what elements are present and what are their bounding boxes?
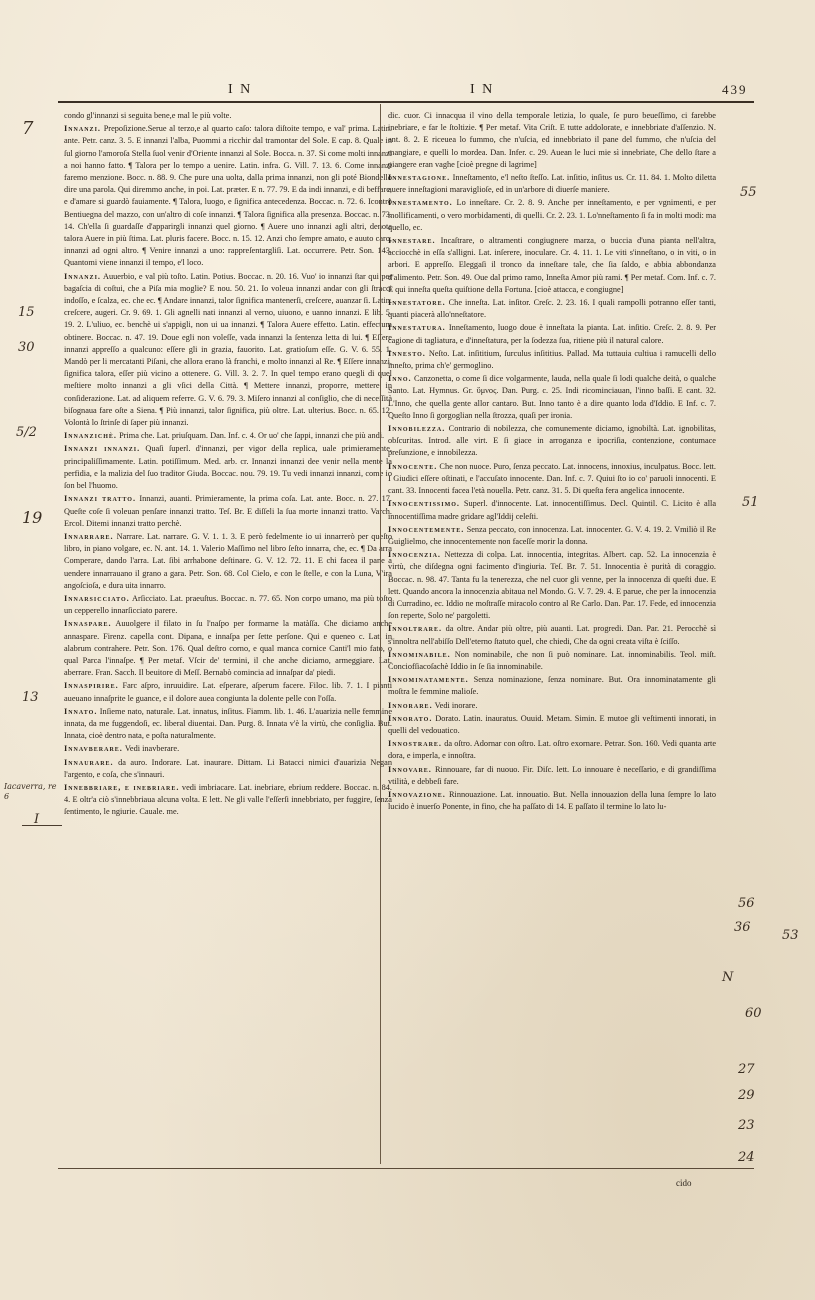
entry-headword: Innocente. bbox=[388, 461, 438, 471]
margin-note-left: 15 bbox=[18, 305, 35, 320]
entry-headword: Innaspirire. bbox=[64, 681, 119, 691]
margin-note-left: I bbox=[34, 812, 40, 827]
right-column bbox=[388, 110, 716, 1160]
margin-note-right: 56 bbox=[738, 896, 755, 911]
entry-text: condo gl'innanzi si seguita bene,e mal le più volte. bbox=[64, 111, 232, 120]
dictionary-entry bbox=[64, 123, 392, 269]
entry-headword: Innestatore. bbox=[388, 298, 446, 308]
dictionary-entry bbox=[64, 618, 392, 679]
margin-note-left: 30 bbox=[18, 340, 35, 355]
entry-text: da auro. Indorare. Lat. inaurare. Dittam. Li Batacci nimici d'auarizia Negan l'argento, e coſa, che s'innauri. bbox=[64, 757, 392, 779]
entry-text: vedi imbriacare. Lat. inebriare, ebrium reddere. Boccac. n. 84. 4. E oltr'a ciò s'innebbriaua alcuna volta. E lett. Ne gli valle l'eſſerſi innebbriato, per fuggire, ſenza ſentimento, le ngiurie. Cauale. me. bbox=[64, 782, 392, 817]
entry-headword: Innanzi innanzi. bbox=[64, 444, 141, 454]
margin-note-right: 55 bbox=[740, 185, 757, 200]
entry-headword: Innovare. bbox=[388, 764, 432, 774]
dictionary-entry bbox=[64, 271, 392, 430]
entry-text: Inſieme nato, naturale. Lat. innatus, inſitus. Fiamm. lib. 1. 46. L'auarizia nelle femmine innata, da me fuggendoſi, ec. liberal diuentai. Dan. Purg. 8. Innata v'è la virtù, che conſiglia. But. Innata, cioè dentro nata, e poſta naturalmente. bbox=[64, 706, 392, 741]
entry-text: Innanzi, auanti. Primieramente, la prima coſa. Lat. ante. Bocc. n. 27. 17. Queſte coſe ſi voleuan penſare innanzi tratto. Teſ. Br. E diſſeli la ſua morte innanzi tratto. Varch. Ercol. Ditemi innanzi tratto perchè. bbox=[64, 494, 392, 528]
dictionary-entry bbox=[388, 110, 716, 171]
entry-text: Rinnouare, far di nuouo. Fir. Diſc. lett. Lo innouare è neceſſario, e di grandiſſima vtilità, e debbeſi fare. bbox=[388, 764, 716, 786]
dictionary-entry bbox=[388, 373, 716, 422]
entry-text: Neſto. Lat. inſititium, ſurculus inſititius. Pallad. Ma tuttauia cultiua i ramucelli dello inneſto, prima ch'e' germoglino. bbox=[388, 348, 716, 371]
margin-note-right: 36 bbox=[734, 920, 751, 935]
margin-note-right: N bbox=[722, 970, 734, 985]
dictionary-entry bbox=[64, 443, 392, 492]
entry-text: Senza nominazione, ſenza nominare. But. Ora innominatamente gli moſtra le femmine malioſe. bbox=[388, 675, 716, 697]
entry-text: Farc aſpro, inruuidire. Lat. eſperare, aſperum facere. Filoc. lib. 7. 1. I pianti aueuano innaſprite le guance, e il dolore auea congiunta la dolente pelle con l'oſſa. bbox=[64, 681, 392, 703]
entry-text: Rinnouazione. Lat. innouatio. But. Nella innouazion della luna ſempre lo lato lucido è inuerſo Ponente, in fino, che ha paſſato di 14. E paſſato il termine lo lato lu- bbox=[388, 789, 716, 812]
entry-headword: Innestare. bbox=[388, 236, 436, 246]
dictionary-entry bbox=[388, 498, 716, 522]
column-divider bbox=[380, 104, 381, 1164]
dictionary-entry bbox=[388, 348, 716, 372]
dictionary-entry bbox=[388, 700, 716, 712]
dictionary-entry bbox=[64, 757, 392, 781]
entry-headword: Innanzichè. bbox=[64, 431, 117, 441]
dictionary-entry bbox=[388, 172, 716, 196]
dictionary-entry bbox=[388, 789, 716, 813]
entry-text: Prima che. Lat. priuſquam. Dan. Inf. c. 4. Or uo' che ſappi, innanzi che più andi. bbox=[119, 431, 385, 441]
entry-text: Arſicciato. Lat. praeuſtus. Boccac. n. 77. 65. Non corpo umano, ma più toſto un cepperello innarſicciato parere. bbox=[64, 593, 392, 616]
entry-headword: Innominatamente. bbox=[388, 675, 469, 685]
entry-headword: Innorare. bbox=[388, 700, 433, 710]
dictionary-entry bbox=[64, 706, 392, 743]
entry-text: Narrare. Lat. narrare. G. V. 1. 1. 3. E però fedelmente io ui innarrerò per queſto libro, in piano volgare, ec. N. ant. 14. 1. Valerio Maſſimo nel libro ſeſto innarra, che, ec. ¶ Da arra Comperare, dando l'arra. Lat. ſibi arrhabone deſtinare. G. V. 12. 72. 11. E chi facea il pane a uendere innarrauano il grano a gara. Petr. Son. 68. Col Cielo, e con le ſtelle, e con la Luna, V'ira angoſcioſa, e dura uita innarro. bbox=[64, 531, 392, 590]
entry-headword: Innestamento. bbox=[388, 198, 453, 208]
margin-note-right: 24 bbox=[738, 1150, 755, 1165]
catchword: cido bbox=[676, 1178, 692, 1188]
running-head-left: I N bbox=[228, 82, 253, 97]
entry-text: Inneſtamento, luogo doue è inneſtata la pianta. Lat. inſitio. Creſc. 2. 8. 9. Per cagione di tagliatura, e d'inneſtatura, per la ſodezza ſua, ritiene più il natural calore. bbox=[388, 323, 716, 345]
entry-text: Inneſtamento, e'l neſto ſteſſo. Lat. inſitio, inſitus us. Cr. 11. 84. 1. Molto diletta auere inneſtagioni maraviglioſe, ed in un'arbore di diuerſe maniere. bbox=[388, 173, 716, 195]
entry-headword: Innato. bbox=[64, 706, 98, 716]
entry-text: dic. cuor. Ci innacqua il vino della temporale letizia, lo quale, ſe puro beueſſimo, ci farebbe inebriare, e far le ſtoltizie. ¶ Per metaf. Vita Criſt. E tutte addolorate, e innebbriate d'aſſenzio. N. ant. 8. 2. E riceuea lo fummo, che n'uſcia, ed innebbriato il pane del fummo, che n'uſcia del mangiare, e quelli lo mordea. Dan. Infer. c. 29. Auean le luci mie sì innebriate, Che dello ſtare a piangere eran vaghe [cioè pregne di lagrime] bbox=[388, 111, 716, 169]
dictionary-entry bbox=[388, 713, 716, 737]
entry-text: Superl. d'innocente. Lat. innocentiſſimus. Decl. Quintil. C. Licito è alla innocentiſſima madre gridare agl'Iddij celeſti. bbox=[388, 499, 716, 521]
entry-headword: Innocenzia. bbox=[388, 550, 441, 560]
entry-headword: Innocentemente. bbox=[388, 524, 465, 534]
margin-note-right: 53 bbox=[782, 928, 799, 943]
dictionary-entry bbox=[64, 430, 392, 442]
entry-headword: Innanzi tratto. bbox=[64, 494, 137, 504]
dictionary-entry bbox=[64, 782, 392, 819]
entry-headword: Innovazione. bbox=[388, 789, 446, 799]
dictionary-entry bbox=[388, 322, 716, 346]
entry-headword: Innocentissimo. bbox=[388, 499, 460, 509]
entry-headword: Innostrare. bbox=[388, 739, 442, 749]
entry-text: Auuolgere il filato in ſu l'naſpo per formarne la matàſſa. Che diciamo anche annaspare. Firenz. capella cont. Dipana, e innaſpa per ſette perſone. Qui e queneo c. Lat. in alabrum contrahere. Petr. Son. 176. Qual deſtro corno, e qual manca cornice Canti'l mio fato, o qual Parca l'innaſpe. ¶ Per metaf. Vſcir de' termini, il che anche diciamo, armeggiare. Lat. aberrare. Fran. Sacch. Il beuitore di Meſſ. Bernabò comincia ad innaſpar da' piedi. bbox=[64, 619, 392, 678]
margin-stroke bbox=[22, 825, 62, 826]
footer-rule bbox=[58, 1168, 754, 1169]
dictionary-entry bbox=[64, 680, 392, 704]
entry-headword: Innarsicciato. bbox=[64, 593, 130, 603]
entry-text: Dorato. Latin. inauratus. Ouuid. Metam. Simin. E mutoe gli veſtimenti innorati, in quelli del vedouatico. bbox=[388, 713, 716, 735]
dictionary-entry bbox=[388, 197, 716, 234]
margin-note-right: 29 bbox=[738, 1088, 755, 1103]
entry-headword: Innesto. bbox=[388, 348, 426, 358]
entry-headword: Innaspare. bbox=[64, 619, 112, 629]
dictionary-entry bbox=[388, 649, 716, 673]
dictionary-entry bbox=[388, 764, 716, 788]
page-number: 439 bbox=[722, 82, 748, 97]
entry-text: Non nominabile, che non ſi può nominare. Lat. innominabilis. Teol. miſt. Conciofſiacoſachè Iddio in ſe ſia innominabile. bbox=[388, 649, 716, 671]
margin-note-right: 51 bbox=[742, 495, 759, 510]
entry-headword: Innarrare. bbox=[64, 531, 114, 541]
dictionary-entry bbox=[64, 593, 392, 617]
margin-note-left: Iacaverra, re 6 bbox=[4, 782, 57, 801]
entry-text: Lo inneſtare. Cr. 2. 8. 9. Anche per inneſtamento, e per vgnimenti, e per mollificamenti, o vero morbidamenti, di quelli. Cr. 2. 23. 1. Lo'nneſtamento ſi fa in molti modi: ma quello, ec. bbox=[388, 198, 716, 232]
entry-text: Senza peccato, con innocenza. Lat. innocenter. G. V. 4. 19. 2. Vmiliò il Re Guiglielmo, che innocentemente non faceſſe morir la donna. bbox=[388, 524, 716, 546]
left-column bbox=[64, 110, 392, 1160]
header-rule bbox=[58, 101, 754, 103]
margin-note-left: 19 bbox=[22, 508, 43, 527]
entry-text: Vedi inavberare. bbox=[124, 744, 180, 754]
dictionary-entry bbox=[388, 623, 716, 647]
margin-note-left: 7 bbox=[22, 118, 34, 139]
entry-headword: Innanzi. bbox=[64, 124, 101, 134]
entry-headword: Innebbriare, e inebriare. bbox=[64, 782, 180, 792]
margin-note-right: 60 bbox=[745, 1006, 762, 1021]
entry-text: Vedi inorare. bbox=[434, 700, 478, 710]
dictionary-entry bbox=[388, 524, 716, 548]
entry-text: da oſtro. Adornar con oſtro. Lat. oſtro exornare. Petrar. Son. 160. Vedi quanta arte dora, e imperla, e innoſtra. bbox=[388, 739, 716, 761]
dictionary-entry bbox=[388, 461, 716, 498]
dictionary-entry bbox=[64, 110, 392, 122]
entry-text: Canzonetta, o come ſi dice volgarmente, lauda, nella quale ſi lodi qualche deità, o qualche Santo. Lat. Hymnus. Gr. ὕμνος. Dan. Purg. c. 25. Indi ricominciauan, l'inno baſſi. E cant. 32. L'Inno, che quella gente allor cantaro. But. Inno tanto è a dire quanto loda d'Iddio. E Inf. c. 7. Queſto Inno ſi gorgoglian nella ſtrozza, quaſi per ironia. bbox=[388, 374, 716, 420]
entry-headword: Innavberare. bbox=[64, 744, 123, 754]
entry-text: da oltre. Andar più oltre, più auanti. Lat. progredi. Dan. Par. 21. Perocchè sì s'innoltra nell'abiſſo Dell'eterno ſtatuto quel, che chiedi, Che da ogni creata viſta è ſciſſo. bbox=[388, 624, 716, 646]
entry-headword: Innestagione. bbox=[388, 173, 451, 183]
dictionary-entry bbox=[64, 743, 392, 755]
dictionary-entry bbox=[64, 493, 392, 530]
margin-note-left: 5/2 bbox=[16, 425, 37, 440]
entry-headword: Innoltrare. bbox=[388, 624, 443, 634]
margin-note-left: 13 bbox=[22, 690, 39, 705]
entry-text: Che inneſta. Lat. inſitor. Creſc. 2. 23. 16. I quali rampolli potranno eſſer tanti, quanti piacerà allo'nneſtatore. bbox=[388, 298, 716, 320]
margin-note-right: 23 bbox=[738, 1118, 755, 1133]
running-head-right: I N bbox=[470, 82, 495, 97]
entry-headword: Innestatura. bbox=[388, 323, 446, 333]
entry-text: Contrario di nobilezza, che comunemente diciamo, ignobiltà. Lat. ignobilitas, obſcuritas. Introd. alle virt. E ſi giace in arroganza e ipocriſia, contenzione, contumace preſunzione, e innobilezza. bbox=[388, 424, 716, 458]
entry-text: Prepoſizione.Serue al terzo,e al quarto caſo: talora diſtoite tempo, e val' prima. Latin. ante. Petr. canz. 3. 5. E innanzi l'alba, Puommi a ricchir dal tramontar del Sole. E cap. 8. Quale in ſul giorno l'amoroſa Stella ſuol venir d'Oriente innanzi al Sole. Bocca. n. 37. Si come molti innanzi a noi hanno fatto. ¶ Talora per lo tempo a uenire. Latin. infra. G. Vill. 7. 13. 6. Come innanzi faremo menzione. Bocc. n. 88. 9. Che pure una uolta, dalla prima innanzi, non gli poté Biondello dire una parola. Qui diremmo anche, in poi. Lat. præter. E n. 77. 79. E da indi innanzi, e di beffare, e d'amare si guardò fauiamente. ¶ Talora, luogo, e ſignifica antecedenza. Boccac. n. 72. 6. Icontrò Bentiuegna del mazzo, con un'altro di coſe innanzi. ¶ Talora ſignifica alla presenza. Boccac. n. 73. 14. Ch'ella ſi guardaſſe d'apparirgli innanzi quel giorno. ¶ Auere uno innanzi agli altri, denota talora Auere in più ſtima. Lat. pluris facere. Bocc. n. 15. 12. Anzi cho ſempre amato, e auuto caro, innanzi ad ogni altro. ¶ Venire innanzi a uno: rappreſentargliſi. Lat. occurrere. Petr. Son. 143. Quantomi viene innanzi il tempo, e'l loco. bbox=[64, 124, 392, 268]
entry-text: Nettezza di colpa. Lat. innocentia, integritas. Albert. cap. 52. La innocenzia è virtù, che diſdegna ogni facimento d'ingiuria. Teſ. Br. 7. 51. Innocentia è purità di coraggio. Boccac. n. 98. 47. Tanta fu la tenerezza, che nel cuor gli venne, per la innocenza di queſti due. E lett. Quando ancora la innocenzia abitaua nel Mondo. G. V. 7. 29. 4. E parue, che per la innocenzia di Curradino, ec. Iddio ne moſtraſſe miracolo contro al Re Carlo. Dan. Par. 17. Fede, ed innocenzia ſon reperte, Solo ne' pargoletti. bbox=[388, 550, 716, 621]
entry-text: Auuerbio, e val più toſto. Latin. Potius. Boccac. n. 20. 16. Vuo' io innanzi ſtar qui per bagaſcia di coſtui, che a Piſa mia moglie? E nou. 50. 21. Io voleua innanzi andar con gli ſtracci indoſſo, e ſcalza, ec. che ec. ¶ Andare innanzi, talor ſignifica mantenerſi, creſcere, auanzar ſi. Latin. creſcere, augeri. Cr. 9. 69. 1. Gli agnelli nati innanzi al verno, uiuono, e uanno innanzi. E lib. 5. 19. 2. L'uliuo, ec. benchè ui s'appigli, non ui ua innanzi. ¶ Talora Auere effetto. Latin. effectum obtinere. Boccac. n. 47. 19. Doue egli non voleſſe, vada innanzi la ſentenza letta di lui. ¶ Eſſere innanzi appreſſo a qualcuno: eſſere gli in grazia, fauorito. Lat. gratioſum eſſe. G. V. 6. 55. 1. Mandò per li mercatanti Piſani, che allora erano là franchi, e molto innanzi al Re. ¶ Eſſere innanzi, ſignifica talora, eſſer più vicino a ottenere. G. Vill. 3. 2. 7. In quel tempo erano quegli di quel meſtiere molto innanzi a gli vſici della Città. ¶ Mettere innanzi, proporre, mettere in conſiderazione. Lat. ad aliquem referre. G. V. 6. 79. 3. Miſero innanzi al conſiglio, che di neceſſità biſognaua fare oſte a Siena. ¶ Più innanzi, talor ſignifica, più oltre. Lat. ulterius. Bocc. n. 65. 12. Volontà lo ſtrinſe di ſaper più innanzi. bbox=[64, 271, 392, 428]
entry-headword: Innorato. bbox=[388, 713, 433, 723]
entry-text: Quaſi ſuperl. d'innanzi, per vigor della replica, uale primieramente, principaliſſimamente. Latin. potiſſimum. Med. arb. cr. Innanzi innanzi dee venir nella mente la perfidia, e la malizia del ſuo traditor Giuda. Boccac. nou. 79. 19. Tu vedi innanzi innanzi, come io ſon bel l'huomo. bbox=[64, 444, 392, 491]
entry-headword: Innaurare. bbox=[64, 757, 114, 767]
entry-text: Incaſtrare, o altramenti congiugnere marza, o buccia d'una pianta nell'altra, acciocchè in eſſa s'alligni. Lat. inſerere, inoculare. Cr. 4. 11. 1. Le viti s'inneſtano, o in viti, o in arbori. E appreſſo. Eleggaſi il tronco da inneſtare tale, che ſia ſaldo, e abbia abbondanza d'alimento. Petr. Son. 49. Oue dal primo ramo, Inneſta Amor più rami. ¶ Per metaf. Com. Inf. c. 7. E qui inneſta queſta quiſtione della Fortuna. [cioè attacca, e congiugne] bbox=[388, 236, 716, 294]
entry-headword: Innanzi. bbox=[64, 271, 101, 281]
dictionary-entry bbox=[64, 531, 392, 592]
entry-text: Che non nuoce. Puro, ſenza peccato. Lat. innocens, innoxius, inculpatus. Bocc. lett. I Giudici eſſere oſtinati, e l'accuſato innocente. Dan. Inf. c. 7. Quiui ſto io co' paruoli innocenti. E cant. 33. Innocenti facea l'età nouella. Petr. canz. 31. 5. Di queſta fera angelica innocente. bbox=[388, 461, 716, 496]
dictionary-entry bbox=[388, 674, 716, 698]
margin-note-right: 27 bbox=[738, 1062, 755, 1077]
entry-headword: Inno. bbox=[388, 374, 412, 384]
dictionary-entry bbox=[388, 297, 716, 321]
dictionary-entry bbox=[388, 549, 716, 622]
dictionary-entry bbox=[388, 235, 716, 296]
dictionary-entry bbox=[388, 423, 716, 460]
entry-headword: Innobilezza. bbox=[388, 424, 446, 434]
entry-headword: Innominabile. bbox=[388, 649, 451, 659]
dictionary-entry bbox=[388, 738, 716, 762]
